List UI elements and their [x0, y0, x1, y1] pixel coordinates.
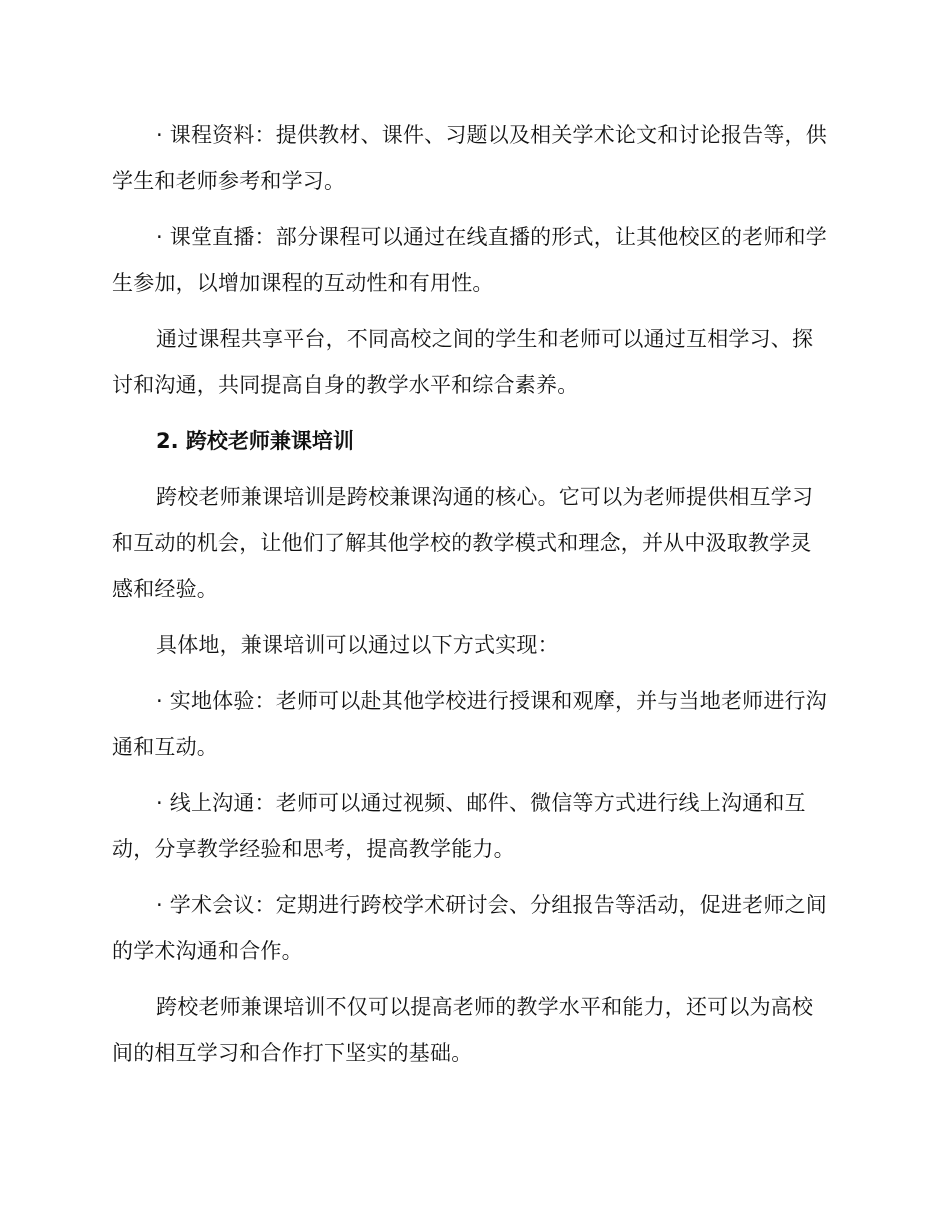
paragraph-training-core: 跨校老师兼课培训是跨校兼课沟通的核心。它可以为老师提供相互学习和互动的机会，让他们了解其他学校的教学模式和理念，并从中汲取教学灵感和经验。 [112, 485, 814, 601]
paragraph-training-conclusion: 跨校老师兼课培训不仅可以提高老师的教学水平和能力，还可以为高校间的相互学习和合作打下坚实的基础。 [112, 995, 814, 1065]
bullet-onsite-experience: · 实地体验：老师可以赴其他学校进行授课和观摩，并与当地老师进行沟通和互动。 [112, 689, 827, 759]
bullet-live-class: · 课堂直播：部分课程可以通过在线直播的形式，让其他校区的老师和学生参加，以增加课程的互动性和有用性。 [112, 225, 827, 295]
paragraph-course-sharing-summary: 通过课程共享平台，不同高校之间的学生和老师可以通过互相学习、探讨和沟通，共同提高自身的教学水平和综合素养。 [112, 327, 814, 397]
section-heading-teacher-training: 2. 跨校老师兼课培训 [156, 429, 354, 453]
paragraph-training-methods-intro: 具体地，兼课培训可以通过以下方式实现： [156, 633, 559, 657]
document-body [112, 112, 832, 1076]
bullet-course-materials: · 课程资料：提供教材、课件、习题以及相关学术论文和讨论报告等，供学生和老师参考和学习。 [112, 123, 827, 193]
bullet-academic-conference: · 学术会议：定期进行跨校学术研讨会、分组报告等活动，促进老师之间的学术沟通和合作。 [112, 893, 827, 963]
bullet-online-communication: · 线上沟通：老师可以通过视频、邮件、微信等方式进行线上沟通和互动，分享教学经验和思考，提高教学能力。 [112, 791, 806, 861]
